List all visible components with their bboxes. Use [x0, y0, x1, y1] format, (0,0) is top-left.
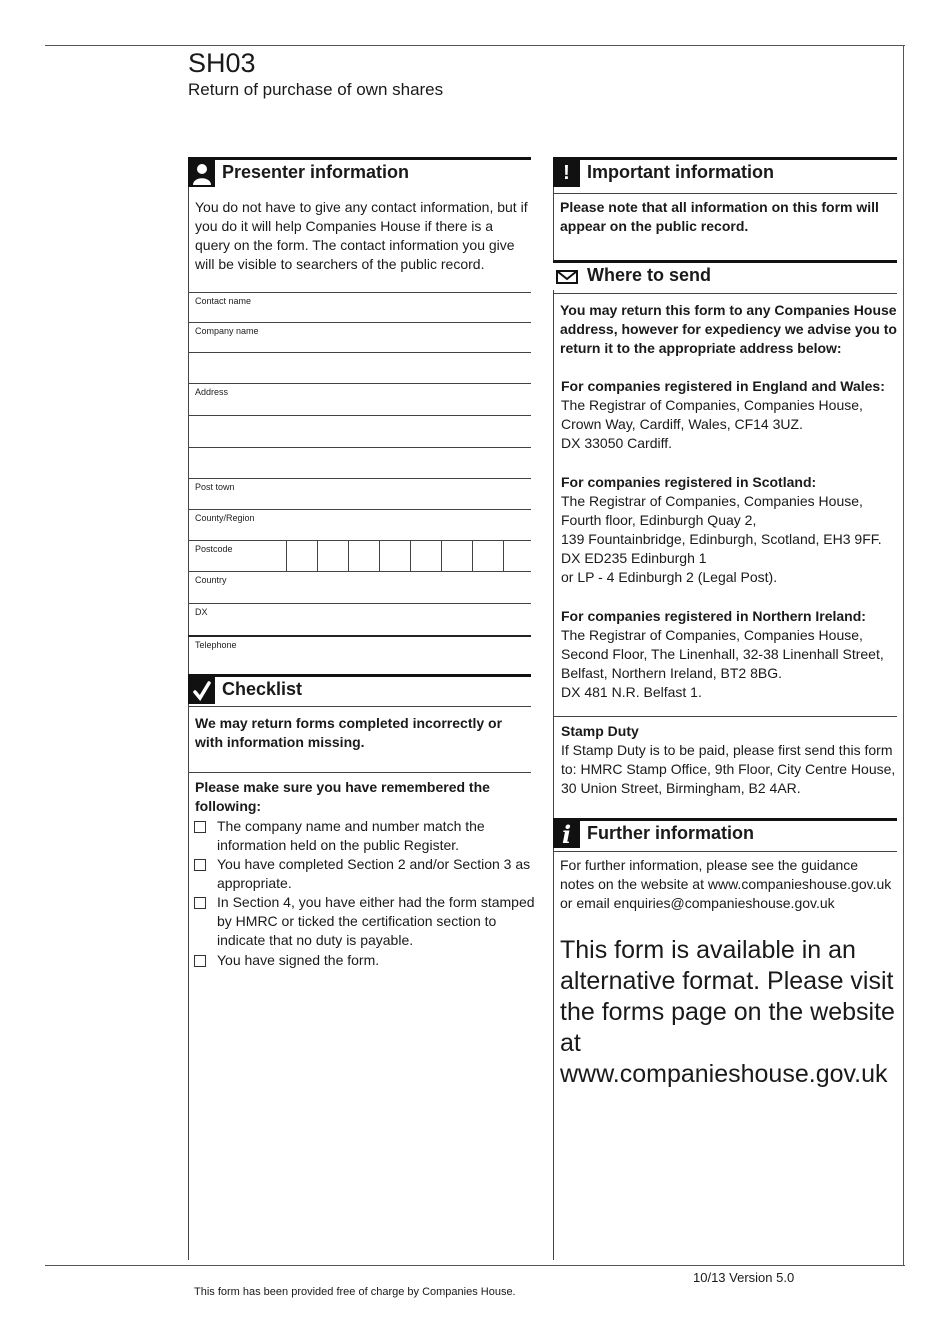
- county-field[interactable]: [188, 509, 531, 541]
- england-address-block: [561, 377, 901, 453]
- ni-heading: For companies registered in Northern Ireland:: [561, 608, 866, 624]
- england-line: The Registrar of Companies, Companies House,: [561, 397, 863, 413]
- checklist-divider-2: [188, 772, 531, 773]
- checklist-section-header: [188, 674, 531, 707]
- page-frame-top: [45, 45, 905, 46]
- postcode-box[interactable]: [410, 541, 441, 571]
- person-icon: [188, 160, 215, 187]
- ni-line: Second Floor, The Linenhall, 32-38 Linenhall Street,: [561, 646, 884, 662]
- telephone-field[interactable]: [188, 635, 531, 667]
- presenter-heading: Presenter information: [222, 162, 410, 182]
- further-heading: Further information: [587, 823, 754, 843]
- post-town-label: Post town: [195, 482, 235, 492]
- dx-label: DX: [195, 607, 208, 617]
- checkbox[interactable]: [194, 955, 206, 967]
- address-field[interactable]: [188, 383, 531, 416]
- country-field[interactable]: [188, 571, 531, 604]
- stamp-divider: [553, 716, 897, 717]
- further-section-header: [553, 818, 897, 851]
- ni-address-block: [561, 607, 901, 702]
- scotland-line: 139 Fountainbridge, Edinburgh, Scotland, EH3 9FF.: [561, 531, 882, 547]
- postcode-box[interactable]: [503, 541, 534, 571]
- scotland-line: Fourth floor, Edinburgh Quay 2,: [561, 512, 757, 528]
- address-line-2[interactable]: [188, 415, 531, 448]
- checkbox[interactable]: [194, 897, 206, 909]
- checklist-intro: Please make sure you have remembered the following:: [195, 779, 490, 814]
- postcode-box[interactable]: [348, 541, 379, 571]
- checklist-warning: We may return forms completed incorrectly or with information missing.: [195, 715, 503, 750]
- checklist-item-text: In Section 4, you have either had the form stamped by HMRC or ticked the certification section to indicate that no duty is payable.: [217, 894, 535, 948]
- england-heading: For companies registered in England and Wales:: [561, 378, 885, 394]
- postcode-box[interactable]: [472, 541, 503, 571]
- england-line: Crown Way, Cardiff, Wales, CF14 3UZ.: [561, 416, 803, 432]
- postcode-box[interactable]: [379, 541, 410, 571]
- country-label: Country: [195, 575, 227, 585]
- important-divider: [553, 193, 897, 194]
- checkbox[interactable]: [194, 859, 206, 871]
- tick-icon: [188, 677, 215, 704]
- dx-field[interactable]: [188, 603, 531, 636]
- scotland-line: or LP - 4 Edinburgh 2 (Legal Post).: [561, 569, 778, 585]
- checkbox[interactable]: [194, 821, 206, 833]
- further-text: For further information, please see the guidance notes on the website at www.companieshouse.gov.uk or email enquiries@companieshouse.gov.uk: [560, 857, 892, 911]
- stamp-duty-text: If Stamp Duty is to be paid, please first send this form to: HMRC Stamp Office, 9th Floor, City Centre House, 30 Union Street, Birmingham, B2 4AR.: [561, 742, 896, 796]
- page-frame-right: [903, 45, 904, 1265]
- company-name-line-2[interactable]: [188, 352, 531, 384]
- version-label: 10/13 Version 5.0: [693, 1270, 795, 1285]
- postcode-field[interactable]: [188, 540, 531, 572]
- postcode-box[interactable]: [441, 541, 472, 571]
- stamp-duty-heading: Stamp Duty: [561, 723, 639, 739]
- telephone-label: Telephone: [195, 640, 237, 650]
- scotland-address-block: [561, 473, 901, 587]
- stamp-duty-block: [561, 722, 896, 798]
- contact-name-label: Contact name: [195, 296, 252, 306]
- form-code: SH03: [188, 48, 256, 78]
- important-text: Please note that all information on this form will appear on the public record.: [560, 199, 879, 234]
- checklist-divider: [188, 706, 531, 707]
- postcode-box[interactable]: [286, 541, 317, 571]
- checklist-item-text: You have signed the form.: [217, 952, 380, 968]
- address-label: Address: [195, 387, 229, 397]
- address-line-3[interactable]: [188, 447, 531, 479]
- postcode-box[interactable]: [317, 541, 348, 571]
- exclamation-icon: !: [553, 160, 580, 187]
- page-frame-bottom: [45, 1265, 905, 1266]
- england-line: DX 33050 Cardiff.: [561, 435, 673, 451]
- ni-line: The Registrar of Companies, Companies House,: [561, 627, 863, 643]
- postcode-label: Postcode: [195, 544, 233, 554]
- ni-line: DX 481 N.R. Belfast 1.: [561, 684, 702, 700]
- envelope-icon: [553, 263, 580, 290]
- company-name-label: Company name: [195, 326, 259, 336]
- important-section-header: [553, 157, 897, 190]
- post-town-field[interactable]: [188, 478, 531, 510]
- presenter-section-header: [188, 157, 531, 190]
- county-label: County/Region: [195, 513, 255, 523]
- scotland-heading: For companies registered in Scotland:: [561, 474, 817, 490]
- scotland-line: The Registrar of Companies, Companies House,: [561, 493, 863, 509]
- footer-note: This form has been provided free of charge by Companies House.: [194, 1286, 516, 1298]
- where-intro: You may return this form to any Companies House address, however for expediency we advise you to return it to the appropriate address below:: [560, 302, 897, 356]
- where-heading: Where to send: [587, 265, 712, 285]
- where-section-header: [553, 260, 897, 293]
- presenter-intro: You do not have to give any contact information, but if you do it will help Companies House if there is a query on the form. The contact information you give will be visible to searchers of the public record.: [195, 199, 528, 272]
- further-divider: [553, 851, 897, 852]
- where-divider: [553, 293, 897, 294]
- alt-format-text: This form is available in an alternative format. Please visit the forms page on the website at www.companieshouse.gov.uk: [560, 936, 895, 1088]
- ni-line: Belfast, Northern Ireland, BT2 8BG.: [561, 665, 782, 681]
- contact-name-field[interactable]: [188, 292, 531, 323]
- checklist-item-text: The company name and number match the information held on the public Register.: [217, 818, 485, 853]
- right-column-rule: [553, 160, 554, 1260]
- checklist-item-text: You have completed Section 2 and/or Section 3 as appropriate.: [217, 856, 531, 891]
- company-name-field[interactable]: [188, 322, 531, 353]
- scotland-line: DX ED235 Edinburgh 1: [561, 550, 707, 566]
- form-title: Return of purchase of own shares: [188, 80, 444, 99]
- info-icon: i: [553, 821, 580, 848]
- important-heading: Important information: [587, 162, 774, 182]
- checklist-heading: Checklist: [222, 679, 303, 699]
